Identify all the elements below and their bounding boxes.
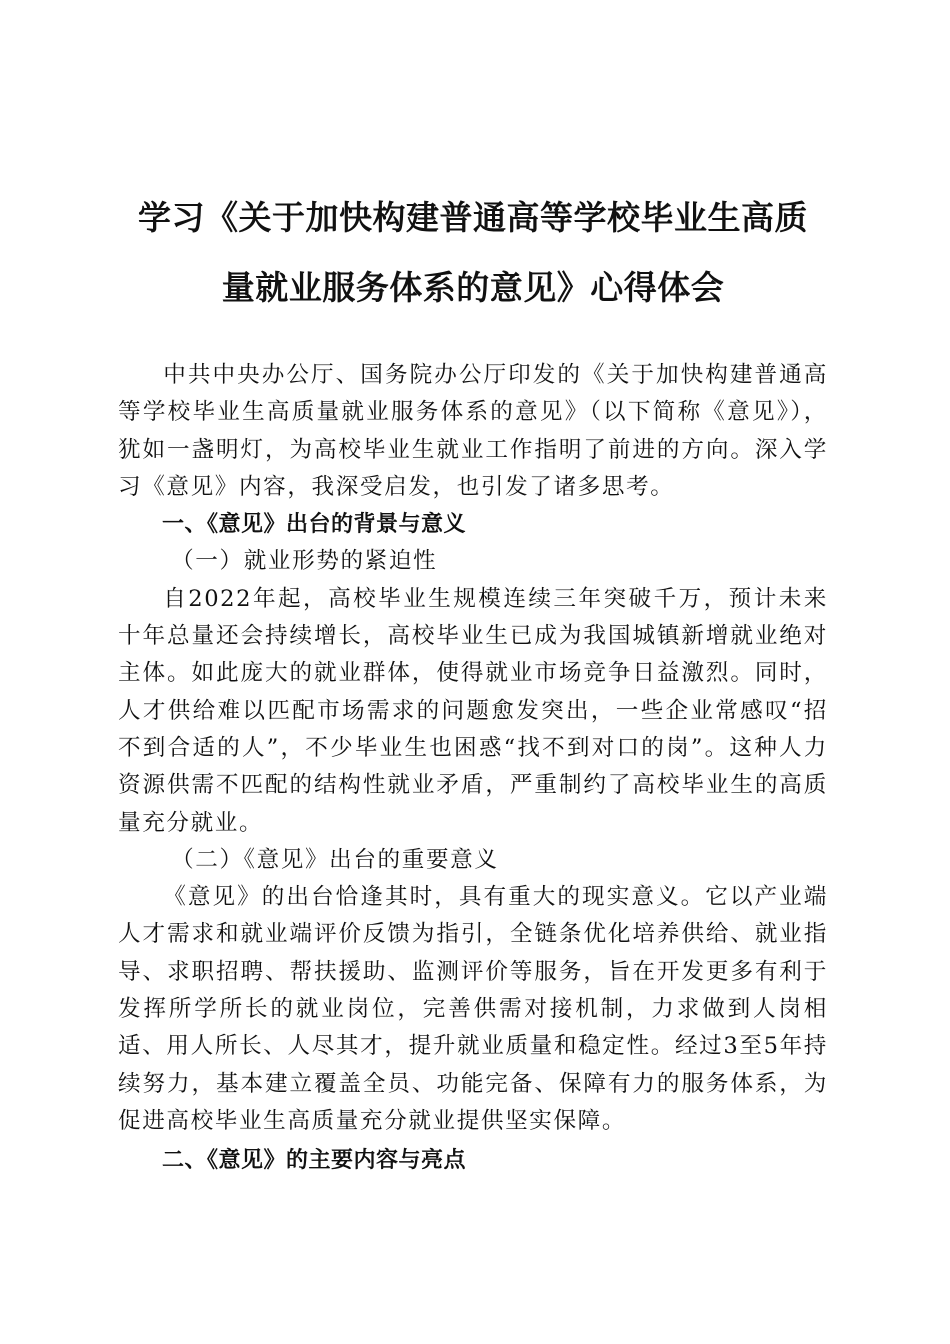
subsection-paragraph-2: 《意见》的出台恰逢其时，具有重大的现实意义。它以产业端人才需求和就业端评价反馈为指引，全链条优化培养供给、就业指导、求职招聘、帮扶援助、监测评价等服务，旨在开发更多有利于发挥所学所长的就业岗位，完善供需对接机制，力求做到人岗相适、用人所长、人尽其才，提升就业质量和稳定性。经过3至5年持续努力，基本建立覆盖全员、功能完备、保障有力的服务体系，为促进高校毕业生高质量充分就业提供坚实保障。 bbox=[118, 884, 828, 1134]
intro-paragraph: 中共中央办公厅、国务院办公厅印发的《关于加快构建普通高等学校毕业生高质量就业服务体系的意见》（以下简称《意见》），犹如一盏明灯，为高校毕业生就业工作指明了前进的方向。深入学习《意见》内容，我深受启发，也引发了诸多思考。 bbox=[118, 362, 828, 500]
document-body bbox=[118, 357, 828, 1180]
section-heading-1: 一、《意见》出台的背景与意义 bbox=[162, 512, 467, 538]
subsection-heading-1: （一）就业形势的紧迫性 bbox=[171, 548, 438, 575]
document-title-line-2: 量就业服务体系的意见》心得体会 bbox=[221, 268, 725, 307]
subsection-paragraph-1: 自2022年起，高校毕业生规模连续三年突破千万，预计未来十年总量还会持续增长，高校毕业生已成为我国城镇新增就业绝对主体。如此庞大的就业群体，使得就业市场竞争日益激烈。同时，人才供给难以匹配市场需求的问题愈发突出，一些企业常感叹“招不到合适的人”，不少毕业生也困惑“找不到对口的岗”。这种人力资源供需不匹配的结构性就业矛盾，严重制约了高校毕业生的高质量充分就业。 bbox=[118, 585, 828, 836]
subsection-heading-2: （二）《意见》出台的重要意义 bbox=[171, 846, 499, 873]
section-heading-2: 二、《意见》的主要内容与亮点 bbox=[162, 1148, 467, 1174]
document-title-line-1: 学习《关于加快构建普通高等学校毕业生高质 bbox=[138, 198, 808, 237]
